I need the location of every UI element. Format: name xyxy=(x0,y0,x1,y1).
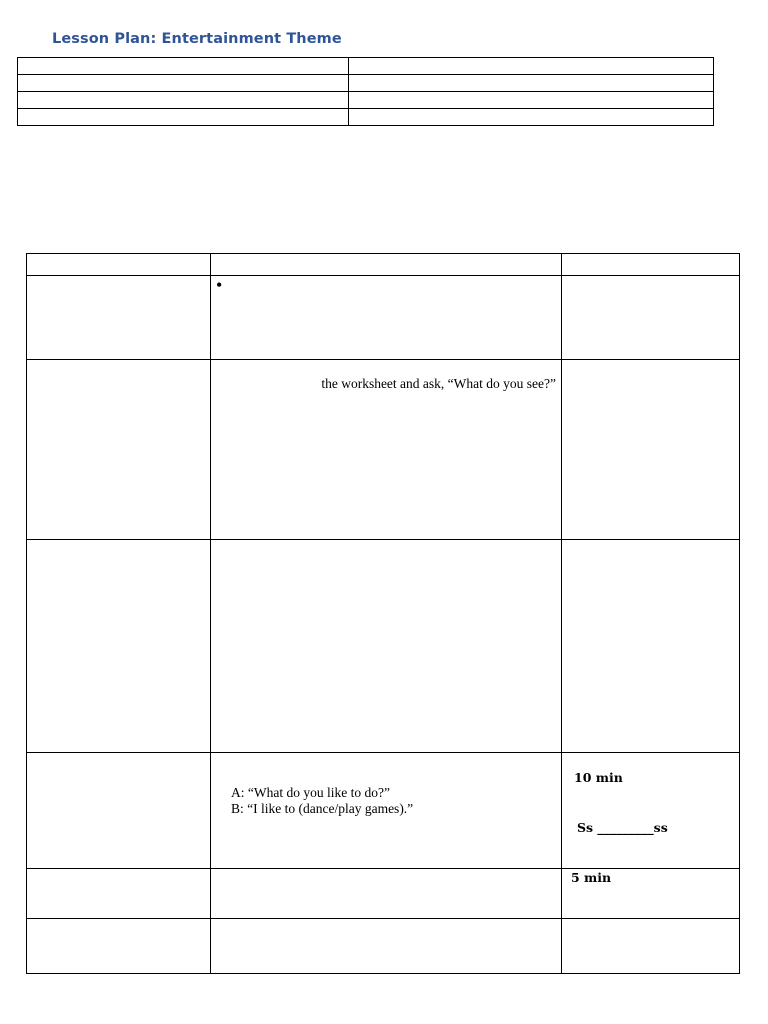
table-cell xyxy=(349,109,714,126)
worksheet-instruction: the worksheet and ask, “What do you see?” xyxy=(321,376,556,391)
table-cell xyxy=(562,540,740,753)
interaction-label: Ss _________ss xyxy=(577,820,668,835)
table-cell xyxy=(27,919,211,974)
table-cell xyxy=(27,254,211,276)
table-cell xyxy=(18,75,349,92)
table-cell xyxy=(211,540,562,753)
table-cell xyxy=(211,276,562,360)
bullet-marker: • xyxy=(216,275,223,295)
table-row xyxy=(18,75,714,92)
table-cell xyxy=(27,360,211,540)
table-cell xyxy=(562,276,740,360)
table-cell xyxy=(349,92,714,109)
page-title: Lesson Plan: Entertainment Theme xyxy=(52,31,342,47)
table-row xyxy=(27,753,740,869)
table-cell xyxy=(211,360,562,540)
table-row xyxy=(27,540,740,753)
table-cell xyxy=(562,360,740,540)
table-row xyxy=(27,360,740,540)
table-header-row xyxy=(27,254,740,276)
table-cell xyxy=(562,254,740,276)
table-cell xyxy=(349,75,714,92)
table-cell xyxy=(27,869,211,919)
lesson-plan-table xyxy=(26,253,740,974)
table-cell xyxy=(211,919,562,974)
dialogue-line-a: A: “What do you like to do?” xyxy=(231,785,390,800)
table-cell xyxy=(211,753,562,869)
table-row xyxy=(27,919,740,974)
table-cell xyxy=(27,753,211,869)
table-cell xyxy=(562,753,740,869)
lesson-info-table xyxy=(17,57,714,126)
table-cell xyxy=(562,919,740,974)
table-cell xyxy=(211,869,562,919)
table-row xyxy=(18,58,714,75)
table-cell xyxy=(27,540,211,753)
time-label: 5 min xyxy=(571,870,612,885)
table-cell xyxy=(18,109,349,126)
table-cell xyxy=(27,276,211,360)
table-cell xyxy=(562,869,740,919)
table-cell xyxy=(349,58,714,75)
table-row xyxy=(27,869,740,919)
table-row xyxy=(18,92,714,109)
table-row xyxy=(27,276,740,360)
time-label: 10 min xyxy=(574,770,623,785)
dialogue-block xyxy=(231,785,413,817)
table-cell xyxy=(18,58,349,75)
table-cell xyxy=(211,254,562,276)
dialogue-line-b: B: “I like to (dance/play games).” xyxy=(231,801,414,816)
table-cell xyxy=(18,92,349,109)
table-row xyxy=(18,109,714,126)
